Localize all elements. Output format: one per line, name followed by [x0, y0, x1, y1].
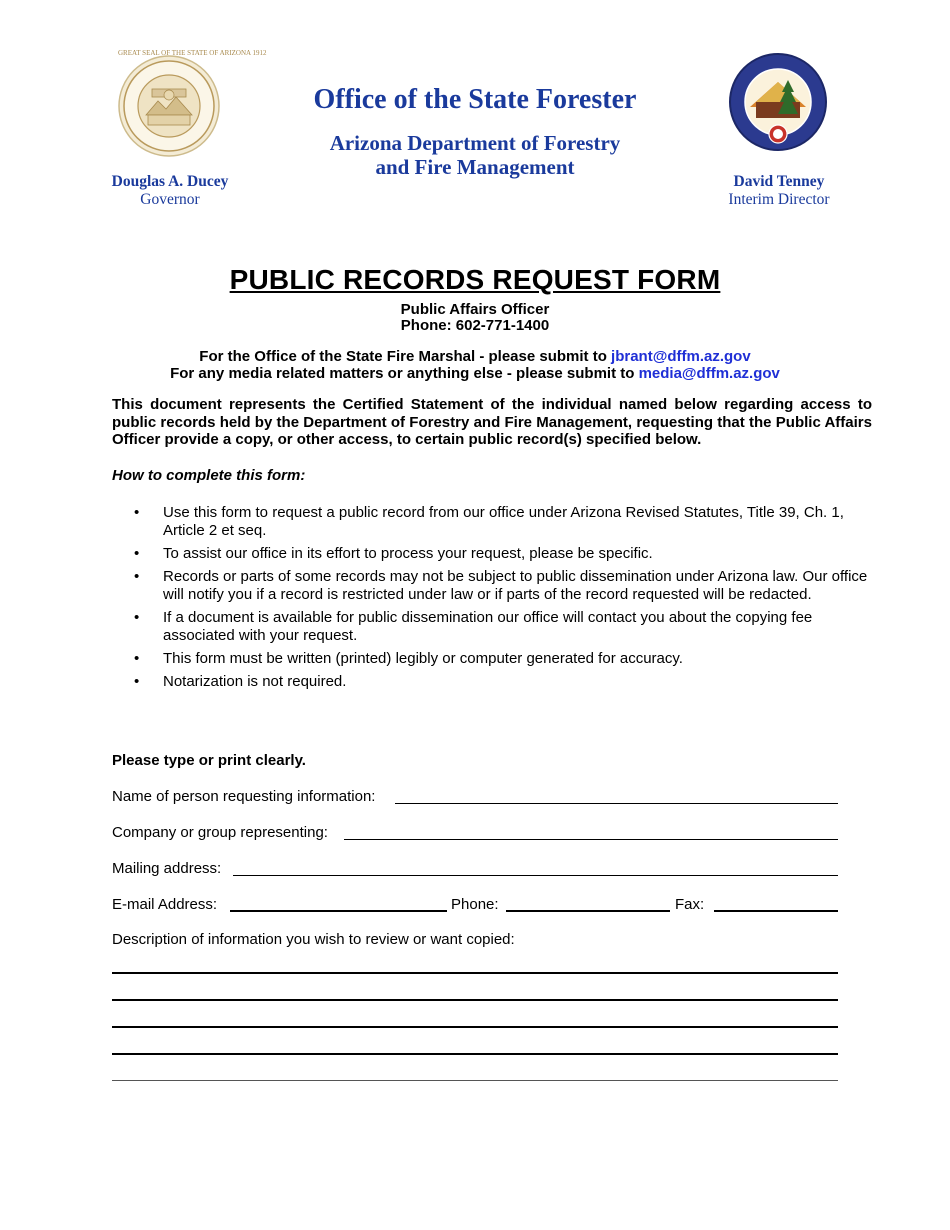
list-item: • If a document is available for public dissemination our office will contact you about the copying fee associated with your request.	[112, 609, 872, 645]
submission-instructions	[0, 349, 950, 382]
name-label: Name of person requesting information:	[112, 788, 376, 805]
officer-contact	[0, 302, 950, 334]
dffm-agency-seal	[728, 48, 898, 152]
list-item: • Use this form to request a public record from our office under Arizona Revised Statutes, Title 39, Ch. 1, Article 2 et seq.	[112, 504, 872, 540]
company-field[interactable]	[344, 839, 838, 840]
governor-name: Douglas A. Ducey	[111, 173, 229, 190]
media-text: For any media related matters or anything else - please submit to	[170, 364, 639, 382]
form-title: PUBLIC RECORDS REQUEST FORM	[229, 264, 721, 295]
fax-field[interactable]	[714, 910, 838, 912]
phone-label: Phone:	[451, 896, 499, 913]
description-line-3[interactable]	[112, 1026, 838, 1028]
phone-field[interactable]	[506, 910, 670, 912]
description-line-2[interactable]	[112, 999, 838, 1001]
list-item: • This form must be written (printed) legibly or computer generated for accuracy.	[112, 650, 872, 668]
arizona-state-seal	[118, 49, 267, 157]
howto-heading: How to complete this form:	[112, 467, 306, 484]
office-title: Office of the State Forester	[313, 84, 637, 115]
seal-left-lettering: GREAT SEAL OF THE STATE OF ARIZONA 1912	[118, 49, 267, 57]
mailing-label: Mailing address:	[112, 860, 222, 877]
governor-block	[90, 173, 250, 209]
department-line-2: and Fire Management	[375, 155, 575, 179]
officer-title: Public Affairs Officer	[400, 301, 550, 318]
director-name: David Tenney	[733, 173, 825, 190]
department-line-1: Arizona Department of Forestry	[329, 131, 621, 155]
fire-marshal-line	[0, 349, 950, 366]
certified-statement: This document represents the Certified Statement of the individual named below regarding access to public records held by the Department of Forestry and Fire Management, requesting that the Public Affairs Officer provide a copy, or other access, to certain public record(s) specified below.	[112, 396, 872, 448]
description-line-5[interactable]	[112, 1080, 838, 1081]
officer-phone: Phone: 602-771-1400	[400, 317, 550, 334]
director-title: Interim Director	[728, 191, 830, 208]
fire-marshal-email-link[interactable]: jbrant@dffm.az.gov	[611, 348, 751, 365]
description-line-4[interactable]	[112, 1053, 838, 1055]
fax-label: Fax:	[675, 896, 705, 913]
list-item: • To assist our office in its effort to process your request, please be specific.	[112, 545, 872, 563]
list-item: • Notarization is not required.	[112, 673, 872, 691]
governor-title: Governor	[140, 191, 200, 208]
mailing-address-field[interactable]	[233, 875, 838, 876]
fire-marshal-text: For the Office of the State Fire Marshal - please submit to	[199, 348, 612, 365]
email-label: E-mail Address:	[112, 896, 218, 913]
media-email-link[interactable]: media@dffm.az.gov	[638, 364, 780, 382]
email-field[interactable]	[230, 910, 447, 912]
seal-right-lettering: DEPARTMENT OF FORESTRY AND FIRE MANAGEMENT AZ	[728, 48, 898, 54]
director-block	[700, 173, 858, 209]
media-line	[0, 366, 950, 383]
print-clearly-note: Please type or print clearly.	[112, 752, 306, 769]
description-label: Description of information you wish to review or want copied:	[112, 931, 515, 948]
company-label: Company or group representing:	[112, 824, 328, 841]
instructions-list	[112, 504, 872, 696]
description-line-1[interactable]	[112, 972, 838, 974]
list-item: • Records or parts of some records may not be subject to public dissemination under Arizona law. Our office will notify you if a record is restricted under law or if parts of the record requested will be redacted.	[112, 568, 872, 604]
department-title	[240, 131, 710, 179]
name-field[interactable]	[395, 803, 838, 804]
